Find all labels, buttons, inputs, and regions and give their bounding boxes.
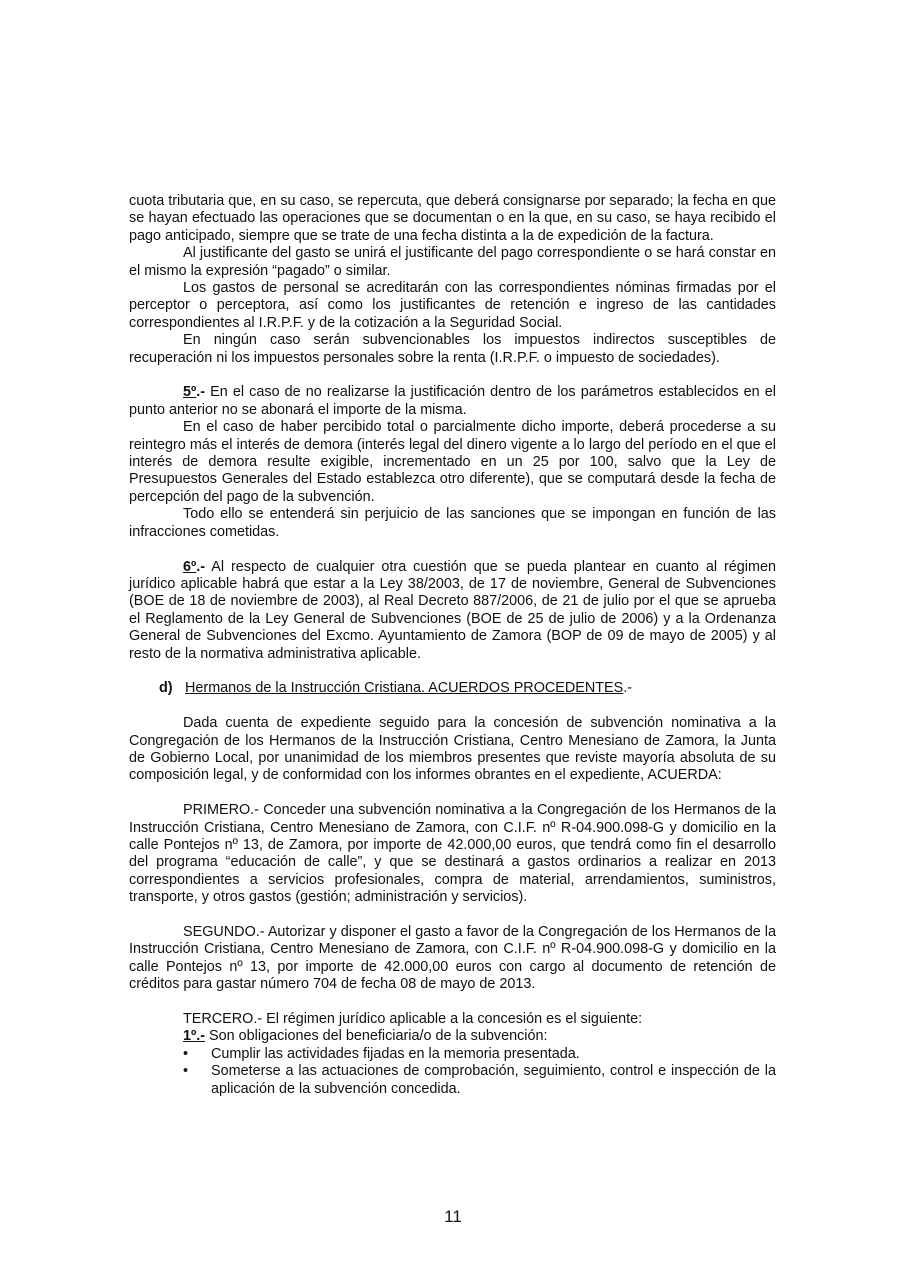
clause-separator: .- xyxy=(196,558,206,575)
paragraph: Al justificante del gasto se unirá el justificante del pago correspondiente o se hará constar en el mismo la expresión “pagado” o similar. xyxy=(129,245,776,279)
clause-separator: .- xyxy=(196,384,206,401)
section-title: Hermanos de la Instrucción Cristiana. ACUERDOS PROCEDENTES xyxy=(185,680,624,697)
clause-number: 6º xyxy=(183,558,197,575)
paragraph-segundo: SEGUNDO.- Autorizar y disponer el gasto a favor de la Congregación de los Hermanos de la Instrucción Cristiana, Centro Menesiano de Zamora, con C.I.F. nº R-04.900.098-G y domicilio en la calle Pontejos nº 13, por importe de 42.000,00 euros con cargo al documento de retención de créditos para gastar número 704 de fecha 08 de mayo de 2013. xyxy=(129,923,776,993)
paragraph-tercero: TERCERO.- El régimen jurídico aplicable a la concesión es el siguiente: xyxy=(183,1010,643,1027)
page-number: 11 xyxy=(444,1207,462,1226)
spacer xyxy=(129,663,776,680)
spacer xyxy=(129,367,776,384)
list-item: • Cumplir las actividades fijadas en la memoria presentada. xyxy=(183,1046,776,1063)
spacer xyxy=(129,994,776,1011)
clause-text: Son obligaciones del beneficiaria/o de la subvención: xyxy=(205,1028,548,1045)
section-heading xyxy=(129,680,776,697)
paragraph: Todo ello se entenderá sin perjuicio de las sanciones que se impongan en función de las infracciones cometidas. xyxy=(129,506,776,540)
obligations-intro xyxy=(129,1028,776,1045)
paragraph: En ningún caso serán subvencionables los impuestos indirectos susceptibles de recuperación ni los impuestos personales sobre la renta (I.R.P.F. o impuesto de sociedades). xyxy=(129,332,776,366)
spacer xyxy=(129,785,776,802)
clause-number: 1º.- xyxy=(183,1028,206,1045)
spacer xyxy=(129,698,776,715)
clause-5 xyxy=(129,384,776,419)
document-body xyxy=(129,193,776,1098)
spacer xyxy=(129,907,776,924)
paragraph: En el caso de haber percibido total o parcialmente dicho importe, deberá procederse a su reintegro más el interés de demora (interés legal del dinero vigente a lo largo del período en el que el interés de demora resulte exigible, incrementado en un 25 por 100, salvo que la Ley de Presupuestos Generales del Estado establezca otro diferente), que se computará desde la fecha de percepción del pago de la subvención. xyxy=(129,419,776,505)
clause-text: En el caso de no realizarse la justificación dentro de los parámetros establecidos en el punto anterior no se abonará el importe de la misma. xyxy=(129,384,776,418)
paragraph: Dada cuenta de expediente seguido para la concesión de subvención nominativa a la Congregación de los Hermanos de la Instrucción Cristiana, Centro Menesiano de Zamora, la Junta de Gobierno Local, por unanimidad de los miembros presentes que reviste mayoría absoluta de su composición legal, y de conformidad con los informes obrantes en el expediente, ACUERDA: xyxy=(129,715,776,784)
list-item: • Someterse a las actuaciones de comprobación, seguimiento, control e inspección de la aplicación de la subvención concedida. xyxy=(183,1063,776,1098)
paragraph-primero: PRIMERO.- Conceder una subvención nominativa a la Congregación de los Hermanos de la Instrucción Cristiana, Centro Menesiano de Zamora, con C.I.F. nº R-04.900.098-G y domicilio en la calle Pontejos nº 13, de Zamora, por importe de 42.000,00 euros, que tendrá como fin el desarrollo del programa “educación de calle”, y que se destinará a gastos ordinarios a realizar en 2013 correspondientes a servicios profesionales, compra de material, arrendamientos, suministros, transporte, y otros gastos (gestión; administración y servicios). xyxy=(129,802,776,906)
clause-number: 5º xyxy=(183,384,197,401)
paragraph: cuota tributaria que, en su caso, se repercuta, que deberá consignarse por separado; la fecha en que se hayan efectuado las operaciones que se documentan o en la que, en su caso, se haya recibido el pago anticipado, siempre que se trate de una fecha distinta a la de expedición de la factura. xyxy=(129,193,776,244)
clause-text: Al respecto de cualquier otra cuestión que se pueda plantear en cuanto al régimen jurídico aplicable habrá que estar a la Ley 38/2003, de 17 de noviembre, General de Subvenciones (BOE de 18 de noviembre de 2003), al Real Decreto 887/2006, de 21 de julio por el que se aprueba el Reglamento de la Ley General de Subvenciones (BOE de 25 de julio de 2006) y a la Ordenanza General de Subvenciones del Excmo. Ayuntamiento de Zamora (BOP de 09 de mayo de 2005) y al resto de la normativa administrativa aplicable. xyxy=(129,558,776,662)
section-suffix: .- xyxy=(623,680,633,697)
obligations-list xyxy=(129,1046,776,1098)
spacer xyxy=(129,541,776,558)
section-letter: d) xyxy=(159,680,173,697)
clause-6 xyxy=(129,559,776,663)
paragraph: Los gastos de personal se acreditarán con las correspondientes nóminas firmadas por el perceptor o perceptora, así como los justificantes de retención e ingreso de las cantidades correspondientes al I.R.P.F. y de la cotización a la Seguridad Social. xyxy=(129,280,776,331)
